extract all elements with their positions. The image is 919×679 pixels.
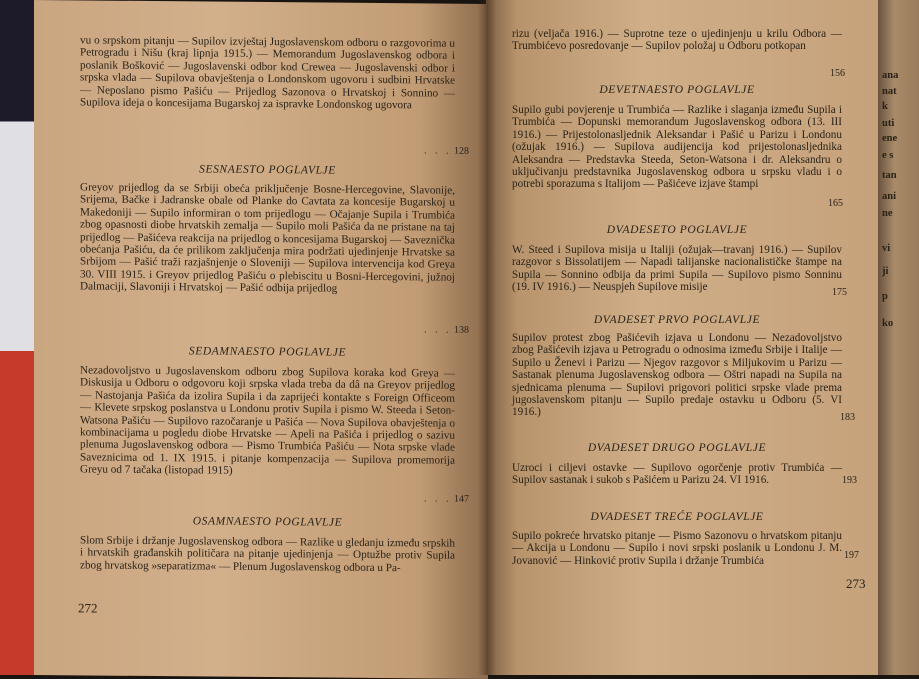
folio-page-number: 273 bbox=[846, 576, 866, 591]
toc-entry-block-4 bbox=[80, 534, 455, 574]
chapter-heading: DVADESET PRVO POGLAVLJE bbox=[593, 314, 761, 326]
toc-entry-text: Supilo pokreće hrvatsko pitanje — Pismo Sazonovu o hrvatskom pitanju — Akcija u Londonu — Supilo i novi srpski poslanik u Londonu J. M. Jovanović — Hinković protiv Supila i držanje Trumbića bbox=[512, 530, 842, 567]
toc-entry-block-5 bbox=[512, 462, 842, 487]
toc-entry-block-3 bbox=[512, 244, 842, 294]
page-number: 165 bbox=[828, 198, 843, 209]
next-page-fragment: nat bbox=[882, 86, 897, 97]
page-number: 183 bbox=[840, 412, 855, 423]
page-number: 193 bbox=[842, 475, 857, 486]
toc-entry-block-1 bbox=[80, 34, 455, 112]
chapter-heading: DVADESET DRUGO POGLAVLJE bbox=[587, 442, 767, 454]
toc-entry-text: Nezadovoljstvo u Jugoslavenskom odboru zbog Supilova koraka kod Greya — Diskusija u Odboru o odgovoru koji srpska vlada treba da dâ na Greyov prijedlog — Nastojanja Pašića da izolira Supila i da zaprijeći kontakte s Foreign Officeom — Klevete srpskog poslanstva u Londonu protiv Supila i pismo W. Steeda i Seton-Watsona Pašiću — Supilovo razočaranje u Pašića — Nova Supilova obavještenja o kombinacijama u pogledu diobe Hrvatske — Apeli na Pašića i prijedlog o sazivu plenuma Jugoslavenskog odbora — Pismo Trumbića Pašiću — Nota srpske vlade Saveznicima od 1. IX 1915. i pitanje kompenzacija — Supilova promemorija Greyu od 7 tačaka (listopad 1915) bbox=[80, 364, 455, 477]
toc-entry-block-6 bbox=[512, 530, 842, 567]
next-page-fragment: ji bbox=[882, 266, 889, 277]
next-page-fragment: ana bbox=[882, 70, 899, 81]
next-page-fragment: tan bbox=[882, 170, 897, 181]
toc-entry-block-2 bbox=[512, 104, 842, 191]
next-page-fragment: ne bbox=[882, 208, 893, 219]
toc-entry-text: Supilo gubi povjerenje u Trumbića — Razlike i slaganja između Supila i Trumbića — Dopunski memorandum Jugoslavenskog odbora (13. III 1916.) — Prijestolonasljednik Aleksandar i Pašić u Parizu i Londonu (ožujak 1916.) — Supilova audijencija kod prijestolonasljednika Aleksandra — Predstavka Steeda, Seton-Watsona i dr. Aleksandru o uključivanju predstavnika Jugoslavenskog odbora u srpsku vladu i o potrebi sporazuma s Italijom — Pašićeve izjave štampi bbox=[512, 104, 842, 191]
next-page-fragment: uti bbox=[882, 118, 895, 129]
page-number: 197 bbox=[844, 550, 859, 561]
book-edge bbox=[0, 0, 34, 675]
next-page-fragment: ani bbox=[882, 191, 897, 202]
toc-entry-text: rizu (veljača 1916.) — Suprotne teze o ujedinjenju u krilu Odbora — Trumbićevo posredovanje — Supilov položaj u Odboru potkopan bbox=[512, 28, 842, 53]
toc-entry-text: Greyov prijedlog da se Srbiji obeća priključenje Bosne-Hercegovine, Slavonije, Srijema, Bačke i Jadranske obale od Planke do Cavtata za koncesije Bugarskoj u Makedoniji — Supilo informiran o tom prijedlogu — Očajanje Supila i Trumbića zbog opasnosti diobe hrvatskih zemalja — Supilo moli Pašića da ne pristane na taj prijedlog — Pašićeva reakcija na prijedlog o koncesijama Bugarskoj — Saveznička obećanja Pašiću, da će prilikom zaključenja mira podržati ujedinjenje Hrvatske sa Srbijom — Pašić traži razjašnjenje o Sloveniji — Supilova intervencija kod Greya 30. VIII 1915. i Greyov prijedlog Pašiću o plebiscitu u Bosni-Hercegovini, južnoj Dalmaciji, Slavoniji i Hrvatskoj — Pašić odbija prijedlog bbox=[80, 181, 455, 295]
chapter-heading: SEDAMNAESTO POGLAVLJE bbox=[188, 345, 347, 359]
page-number: . . . 138 bbox=[424, 324, 469, 336]
left-page bbox=[34, 0, 488, 679]
book-gutter bbox=[478, 0, 496, 675]
next-page-edge bbox=[878, 0, 919, 675]
toc-entry-text: Uzroci i ciljevi ostavke — Supilovo ogorčenje protiv Trumbića — Supilov sastanak i sukob s Pašićem u Parizu 24. VI 1916. bbox=[512, 462, 842, 487]
toc-entry-text: Supilov protest zbog Pašićevih izjava u Londonu — Nezadovoljstvo zbog Pašićevih izjava u Petrogradu o odnosima između Srbije i Italije — Supilo u Ženevi i Parizu — Njegov razgovor s Miljukovim u Parizu — Sastanak plenuma Jugoslavenskog odbora — Oštri napadi na Supila na sjednicama plenuma — Supilovi prigovori politici srpske vlade prema jugoslavenskom pitanju — Supilo predaje ostavku u Odboru (5. VI 1916.) bbox=[512, 332, 842, 419]
toc-entry-block-3 bbox=[80, 364, 455, 479]
next-page-fragment: vi bbox=[882, 243, 891, 254]
next-page-fragment: ene bbox=[882, 133, 898, 144]
toc-entry-block-1 bbox=[512, 28, 842, 53]
next-page-fragment: ko bbox=[882, 318, 894, 329]
folio-page-number: 272 bbox=[78, 600, 98, 616]
page-number: 175 bbox=[832, 287, 847, 298]
chapter-heading: DEVETNAESTO POGLAVLJE bbox=[599, 84, 755, 96]
chapter-heading: SESNAESTO POGLAVLJE bbox=[199, 163, 336, 177]
next-page-fragment: e s bbox=[882, 150, 894, 161]
right-page bbox=[486, 0, 878, 675]
toc-entry-text: vu o srpskom pitanju — Supilov izvještaj Jugoslavenskom odboru o razgovorima u Petrogradu i Nišu (kraj lipnja 1915.) — Memorandum Jugoslavenskog odbora i poslanik Bošković — Jugoslavenski odbor kod Crewea — Jugoslavenski odbor i srpska vlada — Supilova obavještenja o Londonskom ugovoru i sudbini Hrvatske — Neposlano pismo Pašiću — Prijedlog Sazonova o Hrvatskoj i Sonnino — Supilova ideja o koncesijama Bugarskoj za ispravke Londonskog ugovora bbox=[80, 34, 455, 112]
next-page-fragment: k bbox=[882, 101, 888, 112]
toc-entry-text: W. Steed i Supilova misija u Italiji (ožujak—travanj 1916.) — Supilov razgovor s Bissolatijem — Napadi talijanske nacionalističke štampe na Supila — Sonnino odbija da primi Supila — Supilovo pismo Sonninu (19. IV 1916.) — Neuspjeh Supilove misije bbox=[512, 244, 842, 294]
chapter-heading: DVADESET TREĆE POGLAVLJE bbox=[590, 511, 764, 523]
toc-entry-block-4 bbox=[512, 332, 842, 419]
chapter-heading: DVADESETO POGLAVLJE bbox=[606, 224, 748, 236]
page-number: . . . 147 bbox=[424, 493, 469, 505]
page-number: 156 bbox=[830, 68, 845, 79]
toc-entry-text: Slom Srbije i držanje Jugoslavenskog odbora — Razlike u gledanju između srpskih i hrvatskih građanskih političara na pitanje ujedinjenja — Optužbe protiv Supila zbog hrvatskog »separatizma« — Plenum Jugoslavenskog odbora u Pa- bbox=[80, 534, 455, 575]
toc-entry-block-2 bbox=[80, 181, 455, 296]
next-page-fragment: p bbox=[882, 291, 888, 302]
chapter-heading: OSAMNAESTO POGLAVLJE bbox=[192, 515, 343, 529]
page-number: . . . 128 bbox=[424, 145, 469, 157]
